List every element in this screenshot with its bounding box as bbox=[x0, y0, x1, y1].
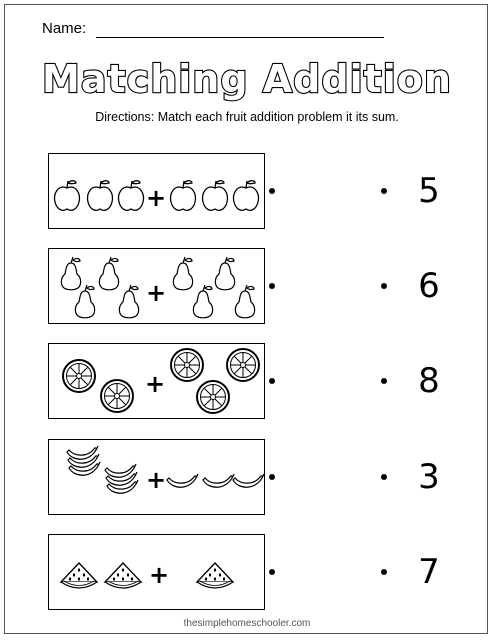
match-dot-left-4[interactable] bbox=[269, 474, 275, 480]
problem-box-3 bbox=[48, 343, 265, 419]
plus-sign: + bbox=[145, 279, 167, 307]
match-dot-right-4[interactable] bbox=[381, 474, 387, 480]
orange-slice-icon bbox=[63, 360, 95, 392]
apple-icon bbox=[203, 181, 228, 211]
banana-icon bbox=[67, 446, 100, 475]
apple-icon bbox=[171, 181, 196, 211]
orange-slice-icon bbox=[171, 349, 203, 381]
apple-icon bbox=[119, 181, 144, 211]
pear-icon bbox=[61, 257, 80, 290]
pear-icon bbox=[99, 257, 118, 290]
problem-box-1 bbox=[48, 153, 265, 229]
plus-sign: + bbox=[145, 184, 167, 212]
match-dot-left-5[interactable] bbox=[269, 569, 275, 575]
apple-problem-illustration bbox=[49, 154, 265, 229]
match-dot-right-2[interactable] bbox=[381, 283, 387, 289]
worksheet-title: Matching Addition bbox=[42, 57, 452, 101]
banana-problem-illustration bbox=[49, 440, 265, 515]
pear-icon bbox=[75, 285, 94, 318]
name-field-line[interactable] bbox=[96, 37, 384, 38]
match-dot-left-2[interactable] bbox=[269, 283, 275, 289]
match-dot-left-1[interactable] bbox=[269, 188, 275, 194]
pear-icon bbox=[173, 257, 192, 290]
match-dot-right-1[interactable] bbox=[381, 188, 387, 194]
footer-credit: thesimplehomeschooler.com bbox=[183, 618, 311, 629]
pear-icon bbox=[235, 285, 254, 318]
title-graphic bbox=[0, 50, 494, 110]
problem-box-4 bbox=[48, 439, 265, 515]
banana-icon bbox=[203, 474, 234, 487]
problem-box-5 bbox=[48, 534, 265, 610]
watermelon-icon bbox=[61, 563, 97, 588]
answer-number: 8 bbox=[418, 361, 440, 401]
orange-slice-icon bbox=[101, 380, 133, 412]
plus-sign: + bbox=[145, 466, 167, 494]
orange-slice-icon bbox=[227, 349, 259, 381]
directions-text: Directions: Match each fruit addition problem it its sum. bbox=[95, 110, 399, 124]
watermelon-icon bbox=[197, 563, 233, 588]
problem-box-2 bbox=[48, 248, 265, 324]
match-dot-right-5[interactable] bbox=[381, 569, 387, 575]
pear-icon bbox=[193, 285, 212, 318]
watermelon-icon bbox=[105, 563, 141, 588]
apple-icon bbox=[88, 181, 113, 211]
orange-problem-illustration bbox=[49, 344, 265, 419]
name-label: Name: bbox=[42, 20, 87, 37]
answer-number: 5 bbox=[418, 171, 440, 211]
banana-icon bbox=[167, 474, 198, 487]
pear-icon bbox=[119, 285, 138, 318]
banana-icon bbox=[233, 474, 264, 487]
plus-sign: + bbox=[148, 561, 170, 589]
answer-number: 7 bbox=[418, 552, 440, 592]
apple-icon bbox=[234, 181, 259, 211]
banana-icon bbox=[105, 464, 138, 493]
apple-icon bbox=[55, 181, 80, 211]
orange-slice-icon bbox=[197, 381, 229, 413]
watermelon-problem-illustration bbox=[49, 535, 265, 610]
match-dot-left-3[interactable] bbox=[269, 378, 275, 384]
plus-sign: + bbox=[144, 370, 166, 398]
match-dot-right-3[interactable] bbox=[381, 378, 387, 384]
pear-icon bbox=[215, 257, 234, 290]
answer-number: 6 bbox=[418, 266, 440, 306]
answer-number: 3 bbox=[418, 457, 440, 497]
pear-problem-illustration bbox=[49, 249, 265, 324]
